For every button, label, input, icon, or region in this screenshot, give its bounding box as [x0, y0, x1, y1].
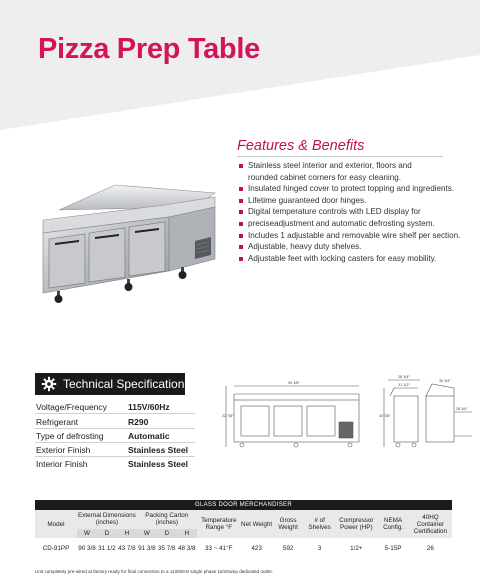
cell-shelves: 3: [317, 544, 322, 552]
dim-height: 43 7/8": [379, 414, 391, 418]
dim-side-b: 30 3/4": [439, 379, 451, 383]
table-header-row: [35, 510, 452, 529]
cell-ext-d: 31 1/2: [98, 544, 116, 552]
bullet-icon: [239, 222, 243, 226]
cell-pack-d: 35 7/8: [158, 544, 176, 552]
cell-pack-h: 48 3/8: [177, 544, 196, 552]
th-ext-d: D: [97, 529, 117, 538]
th-pack-d: D: [157, 529, 177, 538]
features-heading: Features & Benefits: [237, 138, 365, 154]
page: Pizza Prep Table Features & Benefits Stainless steel interior and exterior, floors and rounded cabinet corners for easy cleaning. Insulated hinged cover to protect topping and ingredients. Lifetime guaranteed door hinges. Digital temperature controls with LED display for preciseadjustment and automatic defrosting system. Includes 1 adjustable and removable wire shelf per section. Adjustable, heavy duty shelves. Adjustable feet with locking casters for easy mobility. Technical Specifications Voltage/Frequency 115V/60Hz Refrigerant R290 Type of defrosting Automatic Exterior Finish Stainless Steel Interior Finish Stainless Steel 90 3/8" 28 3/4" 22 7/8" 43 7/8" 31 1/2" 30 3/4" 28 3/4" GLASS DOOR MERCHANDISER Model External Dimensions (inches) Packing Carton (inches) Temperature Range °F Net Weight Gross Weight # of Shelves Compressor Power (HP) NEMA Config. 40HQ Container Certification W D H W D H CD-91PP 90 3/8 31 1/2 43 7/8 91 3/8 35 7/8 48 3/8 33 ~ 41°F 423 592 3 1/2+ 5-15P 26 Unit completely pre-wired at factory ready for final connection to a 110/60Hz single phase 15/20amp dedicated outlet.: [0, 0, 480, 582]
th-pack-w: W: [137, 529, 157, 538]
th-ext-w: W: [77, 529, 97, 538]
feature-item: Lifetime guaranteed door hinges.: [239, 195, 475, 207]
th-compressor: Compressor Power (HP): [335, 510, 377, 538]
bullet-icon: [239, 245, 243, 249]
th-gross-weight: Gross Weight: [272, 510, 304, 538]
feature-item-continued: rounded cabinet corners for easy cleaning.: [248, 172, 401, 182]
dim-side-c: 28 3/4": [456, 407, 468, 411]
bullet-icon: [239, 164, 243, 168]
table-row: [35, 538, 452, 558]
technical-drawings: [214, 372, 476, 452]
th-container: 40HQ Container Certification: [409, 510, 452, 538]
bullet-icon: [239, 187, 243, 191]
page-title: Pizza Prep Table: [38, 33, 260, 65]
spec-divider: [35, 428, 195, 429]
gear-icon: [41, 376, 57, 392]
cell-nema: 5-15P: [384, 544, 402, 552]
th-external-dimensions: External Dimensions (inches): [77, 510, 137, 529]
th-model: Model: [35, 510, 77, 538]
bullet-icon: [239, 199, 243, 203]
dim-depth: 31 1/2": [398, 383, 410, 387]
bullet-icon: [239, 234, 243, 238]
spec-table-banner: GLASS DOOR MERCHANDISER: [35, 500, 452, 510]
dim-depth-top: 28 3/4": [398, 375, 410, 379]
th-shelves: # of Shelves: [304, 510, 336, 538]
feature-item: Adjustable feet with locking casters for easy mobility.: [239, 253, 475, 265]
pizza-prep-table-image: [35, 155, 225, 305]
th-temperature: Temperature Range °F: [197, 510, 241, 538]
cell-ext-w: 90 3/8: [78, 544, 96, 552]
feature-item: Stainless steel interior and exterior, floors and: [239, 160, 475, 172]
cell-gross: 592: [282, 544, 294, 552]
dim-width: 90 3/8": [288, 381, 300, 385]
cell-net: 423: [251, 544, 262, 552]
th-pack-h: H: [177, 529, 197, 538]
cell-model: CD-91PP: [42, 544, 70, 552]
feature-item: Adjustable, heavy duty shelves.: [239, 241, 475, 253]
bullet-icon: [239, 257, 243, 261]
features-list: [239, 160, 475, 264]
th-nema: NEMA Config.: [377, 510, 409, 538]
dim-side-a: 22 7/8": [222, 414, 234, 418]
footnote: Unit completely pre-wired at factory ready for final connection to a 110/60Hz single phase 15/20amp dedicated outlet.: [35, 569, 273, 574]
spec-divider: [35, 456, 195, 457]
tech-specs-heading: Technical Specifications: [63, 377, 191, 391]
feature-item: Digital temperature controls with LED display for: [239, 206, 475, 218]
feature-item: Insulated hinged cover to protect topping and ingredients.: [239, 183, 475, 195]
cell-ext-h: 43 7/8: [118, 544, 136, 552]
th-packing-carton: Packing Carton (inches): [137, 510, 197, 529]
feature-item: preciseadjustment and automatic defrosting system.: [239, 218, 475, 230]
th-net-weight: Net Weight: [241, 510, 273, 538]
cell-temp: 33 ~ 41°F: [204, 544, 233, 552]
spec-divider: [35, 413, 195, 414]
bullet-icon: [239, 210, 243, 214]
cell-pack-w: 91 3/8: [138, 544, 156, 552]
th-ext-h: H: [117, 529, 137, 538]
spec-divider: [35, 442, 195, 443]
cell-compressor: 1/2+: [350, 544, 363, 552]
feature-item: Includes 1 adjustable and removable wire shelf per section.: [239, 230, 475, 242]
spec-table: [35, 510, 452, 558]
cell-container: 26: [426, 544, 434, 552]
features-divider: [237, 156, 443, 157]
